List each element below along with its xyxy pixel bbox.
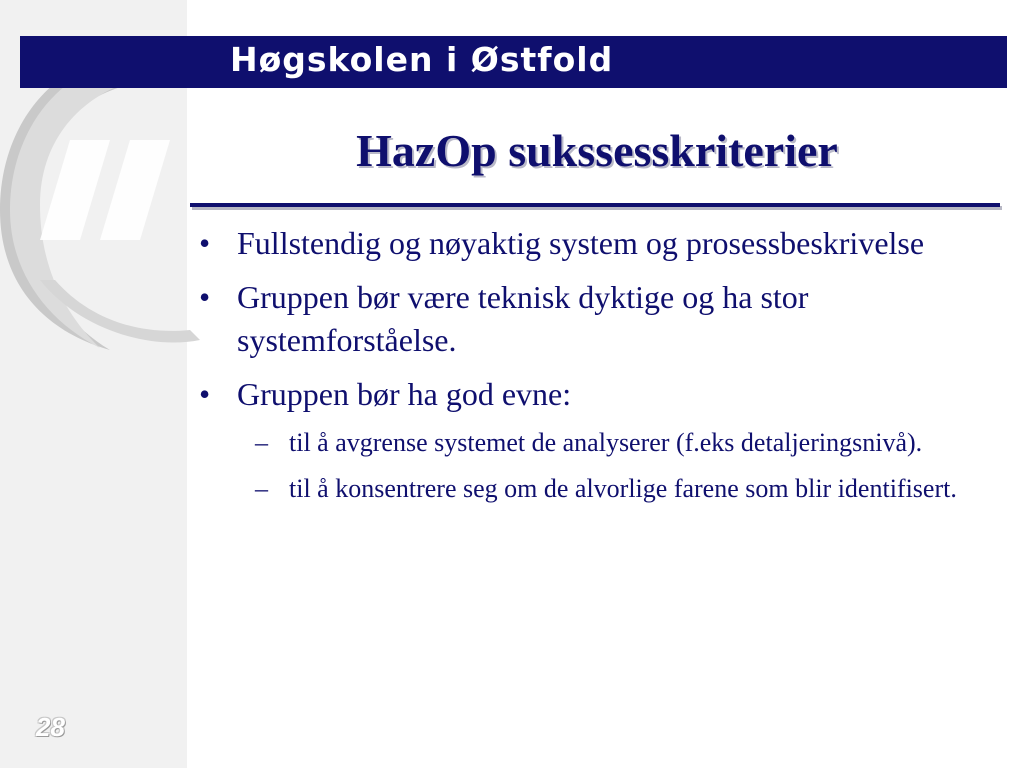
title-divider	[190, 203, 1000, 207]
sub-bullet-item	[245, 470, 975, 508]
sub-bullet-item	[245, 424, 975, 462]
slide-title: HazOp sukssesskriterier	[356, 125, 838, 176]
page-number: 28	[36, 712, 65, 742]
bullet-item	[195, 373, 975, 508]
sub-bullet-list	[237, 424, 975, 508]
bullet-marker: •	[199, 279, 211, 315]
sub-bullet-marker: –	[255, 474, 268, 503]
sub-bullet-text: til å konsentrere seg om de alvorlige farene som blir identifisert.	[289, 474, 957, 503]
bullet-text: Gruppen bør være teknisk dyktige og ha stor systemforståelse.	[237, 279, 809, 358]
header-bar-left	[20, 36, 187, 88]
bullet-text: Gruppen bør ha god evne:	[237, 376, 572, 412]
institution-name: Høgskolen i Østfold	[230, 40, 614, 79]
bullet-item	[195, 222, 975, 265]
bullet-list	[195, 222, 975, 519]
sub-bullet-text: til å avgrense systemet de analyserer (f.eks detaljeringsnivå).	[289, 428, 923, 457]
bullet-marker: •	[199, 225, 211, 261]
bullet-text: Fullstendig og nøyaktig system og prosessbeskrivelse	[237, 225, 925, 261]
sub-bullet-marker: –	[255, 428, 268, 457]
bullet-marker: •	[199, 376, 211, 412]
bullet-item	[195, 276, 975, 362]
